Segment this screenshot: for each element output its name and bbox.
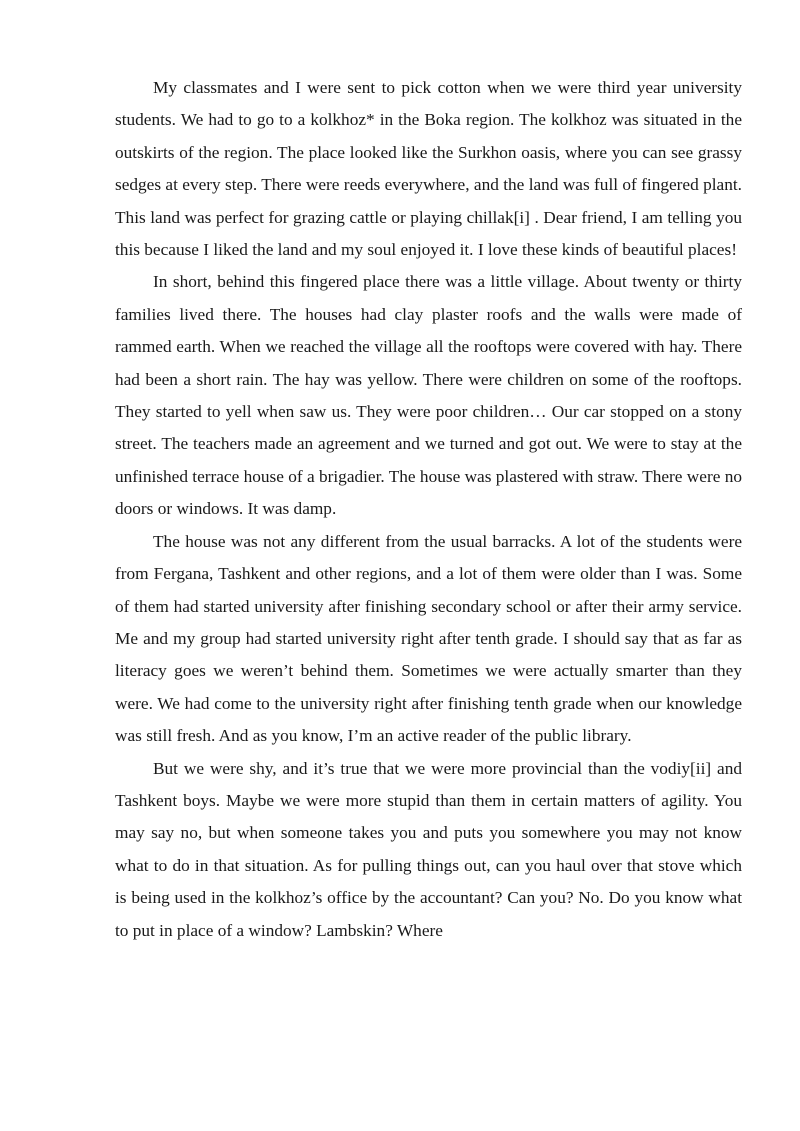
paragraph-4: But we were shy, and it’s true that we were more provincial than the vodiy[ii] and Tashkent boys. Maybe we were more stupid than them in certain matters of agility. You may say no, but when someone takes you and puts you somewhere you may not know what to do in that situation. As for pulling things out, can you haul over that stove which is being used in the kolkhoz’s office by the accountant? Can you? No. Do you know what to put in place of a window? Lambskin? Where [115,758,742,940]
text-body [115,72,742,947]
paragraph-1: My classmates and I were sent to pick cotton when we were third year university students. We had to go to a kolkhoz* in the Boka region. The kolkhoz was situated in the outskirts of the region. The place looked like the Surkhon oasis, where you can see grassy sedges at every step. There were reeds everywhere, and the land was full of fingered plant. This land was perfect for grazing cattle or playing chillak[i] . Dear friend, I am telling you this because I liked the land and my soul enjoyed it. I love these kinds of beautiful places! [115,78,742,260]
paragraph-3: The house was not any different from the usual barracks. A lot of the students were from Fergana, Tashkent and other regions, and a lot of them were older than I was. Some of them had started university after finishing secondary school or after their army service. Me and my group had started university right after tenth grade. I should say that as far as literacy goes we weren’t behind them. Sometimes we were actually smarter than they were. We had come to the university right after finishing tenth grade when our knowledge was still fresh. And as you know, I’m an active reader of the public library. [115,531,742,746]
paragraph-2: In short, behind this fingered place there was a little village. About twenty or thirty families lived there. The houses had clay plaster roofs and the walls were made of rammed earth. When we reached the village all the rooftops were covered with hay. There had been a short rain. The hay was yellow. There were children on some of the rooftops. They started to yell when saw us. They were poor children… Our car stopped on a stony street. The teachers made an agreement and we turned and got out. We were to stay at the unfinished terrace house of a brigadier. The house was plastered with straw. There were no doors or windows. It was damp. [115,272,742,519]
